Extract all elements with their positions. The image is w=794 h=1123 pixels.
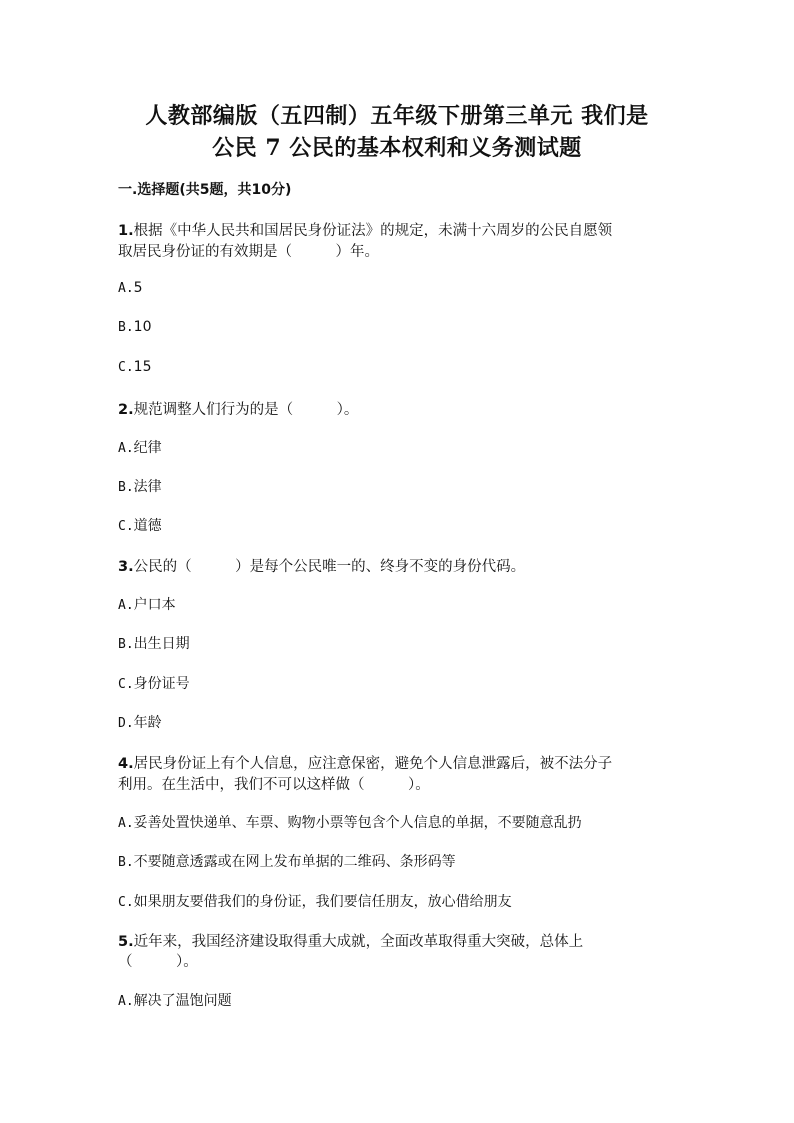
question-2-option-b xyxy=(118,476,734,496)
option-text: 出生日期 xyxy=(133,636,190,652)
question-1-option-c xyxy=(118,359,734,375)
question-2-text-1: 规范调整人们行为的是（ ）。 xyxy=(133,402,359,418)
question-2-option-c xyxy=(118,515,734,535)
option-text: 解决了温饱问题 xyxy=(133,993,232,1009)
question-1-text-1: 根据《中华人民共和国居民身份证法》的规定，未满十六周岁的公民自愿领 xyxy=(133,223,613,239)
question-3-line-1 xyxy=(118,555,734,576)
question-2-number: 2. xyxy=(118,402,134,418)
question-5-number: 5. xyxy=(118,934,134,950)
option-text: 道德 xyxy=(133,518,162,534)
question-3-option-c xyxy=(118,673,734,693)
question-1-text-2: 取居民身份证的有效期是（ ）年。 xyxy=(118,244,379,260)
option-letter: C. xyxy=(118,677,134,692)
document-title-line-1: 人教部编版（五四制）五年级下册第三单元 我们是 xyxy=(145,103,649,129)
option-letter: C. xyxy=(118,360,134,375)
question-1-option-b xyxy=(118,319,734,335)
question-5-line-1 xyxy=(118,930,734,951)
option-letter: A. xyxy=(118,598,134,613)
option-text: 如果朋友要借我们的身份证，我们要信任朋友，放心借给朋友 xyxy=(133,894,512,910)
option-letter: A. xyxy=(118,441,134,456)
option-letter: A. xyxy=(118,281,134,296)
option-text: 纪律 xyxy=(133,440,162,456)
option-text: 15 xyxy=(133,359,152,375)
question-1-option-a xyxy=(118,280,734,296)
option-letter: B. xyxy=(118,480,134,495)
question-5-text-1: 近年来，我国经济建设取得重大成就，全面改革取得重大突破，总体上 xyxy=(133,934,584,950)
question-1-line-1 xyxy=(118,219,734,240)
option-letter: D. xyxy=(118,716,134,731)
option-text: 年龄 xyxy=(133,715,162,731)
option-letter: B. xyxy=(118,637,134,652)
option-text: 10 xyxy=(133,319,152,335)
question-3-option-b xyxy=(118,633,734,653)
option-letter: B. xyxy=(118,320,134,335)
question-2-line-1 xyxy=(118,398,734,419)
question-3-text-1: 公民的（ ）是每个公民唯一的、终身不变的身份代码。 xyxy=(133,559,526,575)
question-4-number: 4. xyxy=(118,756,134,772)
section-heading: 一.选择题(共5题，共10分) xyxy=(118,182,292,198)
option-text: 法律 xyxy=(133,479,162,495)
option-letter: C. xyxy=(118,895,134,910)
question-5-text-2: （ ）。 xyxy=(118,954,198,970)
question-4-text-1: 居民身份证上有个人信息，应注意保密，避免个人信息泄露后，被不法分子 xyxy=(133,756,613,772)
option-letter: A. xyxy=(118,816,134,831)
option-text: 身份证号 xyxy=(133,676,190,692)
question-4-option-c xyxy=(118,891,734,911)
question-4-text-2: 利用。在生活中，我们不可以这样做（ ）。 xyxy=(118,777,430,793)
option-text: 户口本 xyxy=(133,597,176,613)
question-3-number: 3. xyxy=(118,559,134,575)
option-text: 妥善处置快递单、车票、购物小票等包含个人信息的单据，不要随意乱扔 xyxy=(133,815,582,831)
question-3-option-a xyxy=(118,594,734,614)
question-2-option-a xyxy=(118,437,734,457)
option-letter: C. xyxy=(118,519,134,534)
question-5-option-a xyxy=(118,990,734,1010)
question-1-number: 1. xyxy=(118,223,134,239)
option-letter: B. xyxy=(118,855,134,870)
question-4-option-b xyxy=(118,851,734,871)
question-4-option-a xyxy=(118,812,734,832)
option-text: 不要随意透露或在网上发布单据的二维码、条形码等 xyxy=(133,854,456,870)
option-letter: A. xyxy=(118,994,134,1009)
option-text: 5 xyxy=(133,280,143,296)
document-title-line-2: 公民 7 公民的基本权利和义务测试题 xyxy=(212,135,582,161)
question-4-line-1 xyxy=(118,752,734,773)
question-3-option-d xyxy=(118,712,734,732)
